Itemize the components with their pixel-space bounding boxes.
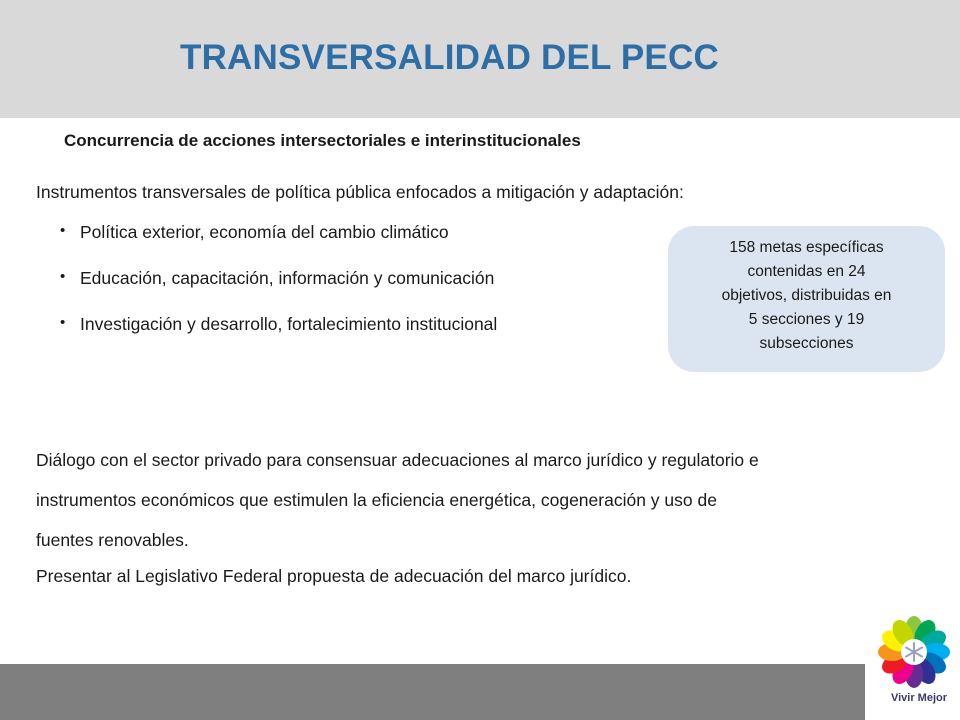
callout-line: subsecciones [759,335,854,352]
list-item [58,222,497,268]
dialogue-paragraph [36,440,946,596]
list-item [58,268,497,314]
bullet-icon: • [60,314,66,331]
bullet-text: Investigación y desarrollo, fortalecimiento institucional [80,314,498,334]
footer-band [0,664,865,720]
vivir-mejor-logo [868,612,960,720]
bullet-icon: • [60,222,66,239]
logo-text: Vivir Mejor [890,692,948,704]
paragraph-line: fuentes renovables. [36,530,189,550]
paragraph-line: Presentar al Legislativo Federal propuesta de adecuación del marco jurídico. [36,566,632,586]
metrics-callout [668,226,945,372]
callout-line: contenidas en 24 [747,263,866,280]
paragraph-line: Diálogo con el sector privado para consensuar adecuaciones al marco jurídico y regulatorio e [36,450,759,470]
list-item [58,314,497,360]
bullet-text: Política exterior, economía del cambio climático [80,222,449,242]
bullet-list [58,222,497,360]
callout-line: objetivos, distribuidas en [721,287,892,304]
callout-line: 5 secciones y 19 [748,311,865,328]
callout-line: 158 metas específicas [729,239,884,256]
paragraph-line: instrumentos económicos que estimulen la eficiencia energética, cogeneración y uso de [36,490,717,510]
slide-title: TRANSVERSALIDAD DEL PECC [180,38,719,77]
intro-text: Instrumentos transversales de política pública enfocados a mitigación y adaptación: [36,182,684,202]
bullet-icon: • [60,268,66,285]
flower-logo-icon [876,614,952,690]
bullet-text: Educación, capacitación, información y comunicación [80,268,495,288]
slide-subtitle: Concurrencia de acciones intersectoriales e interinstitucionales [64,131,581,150]
